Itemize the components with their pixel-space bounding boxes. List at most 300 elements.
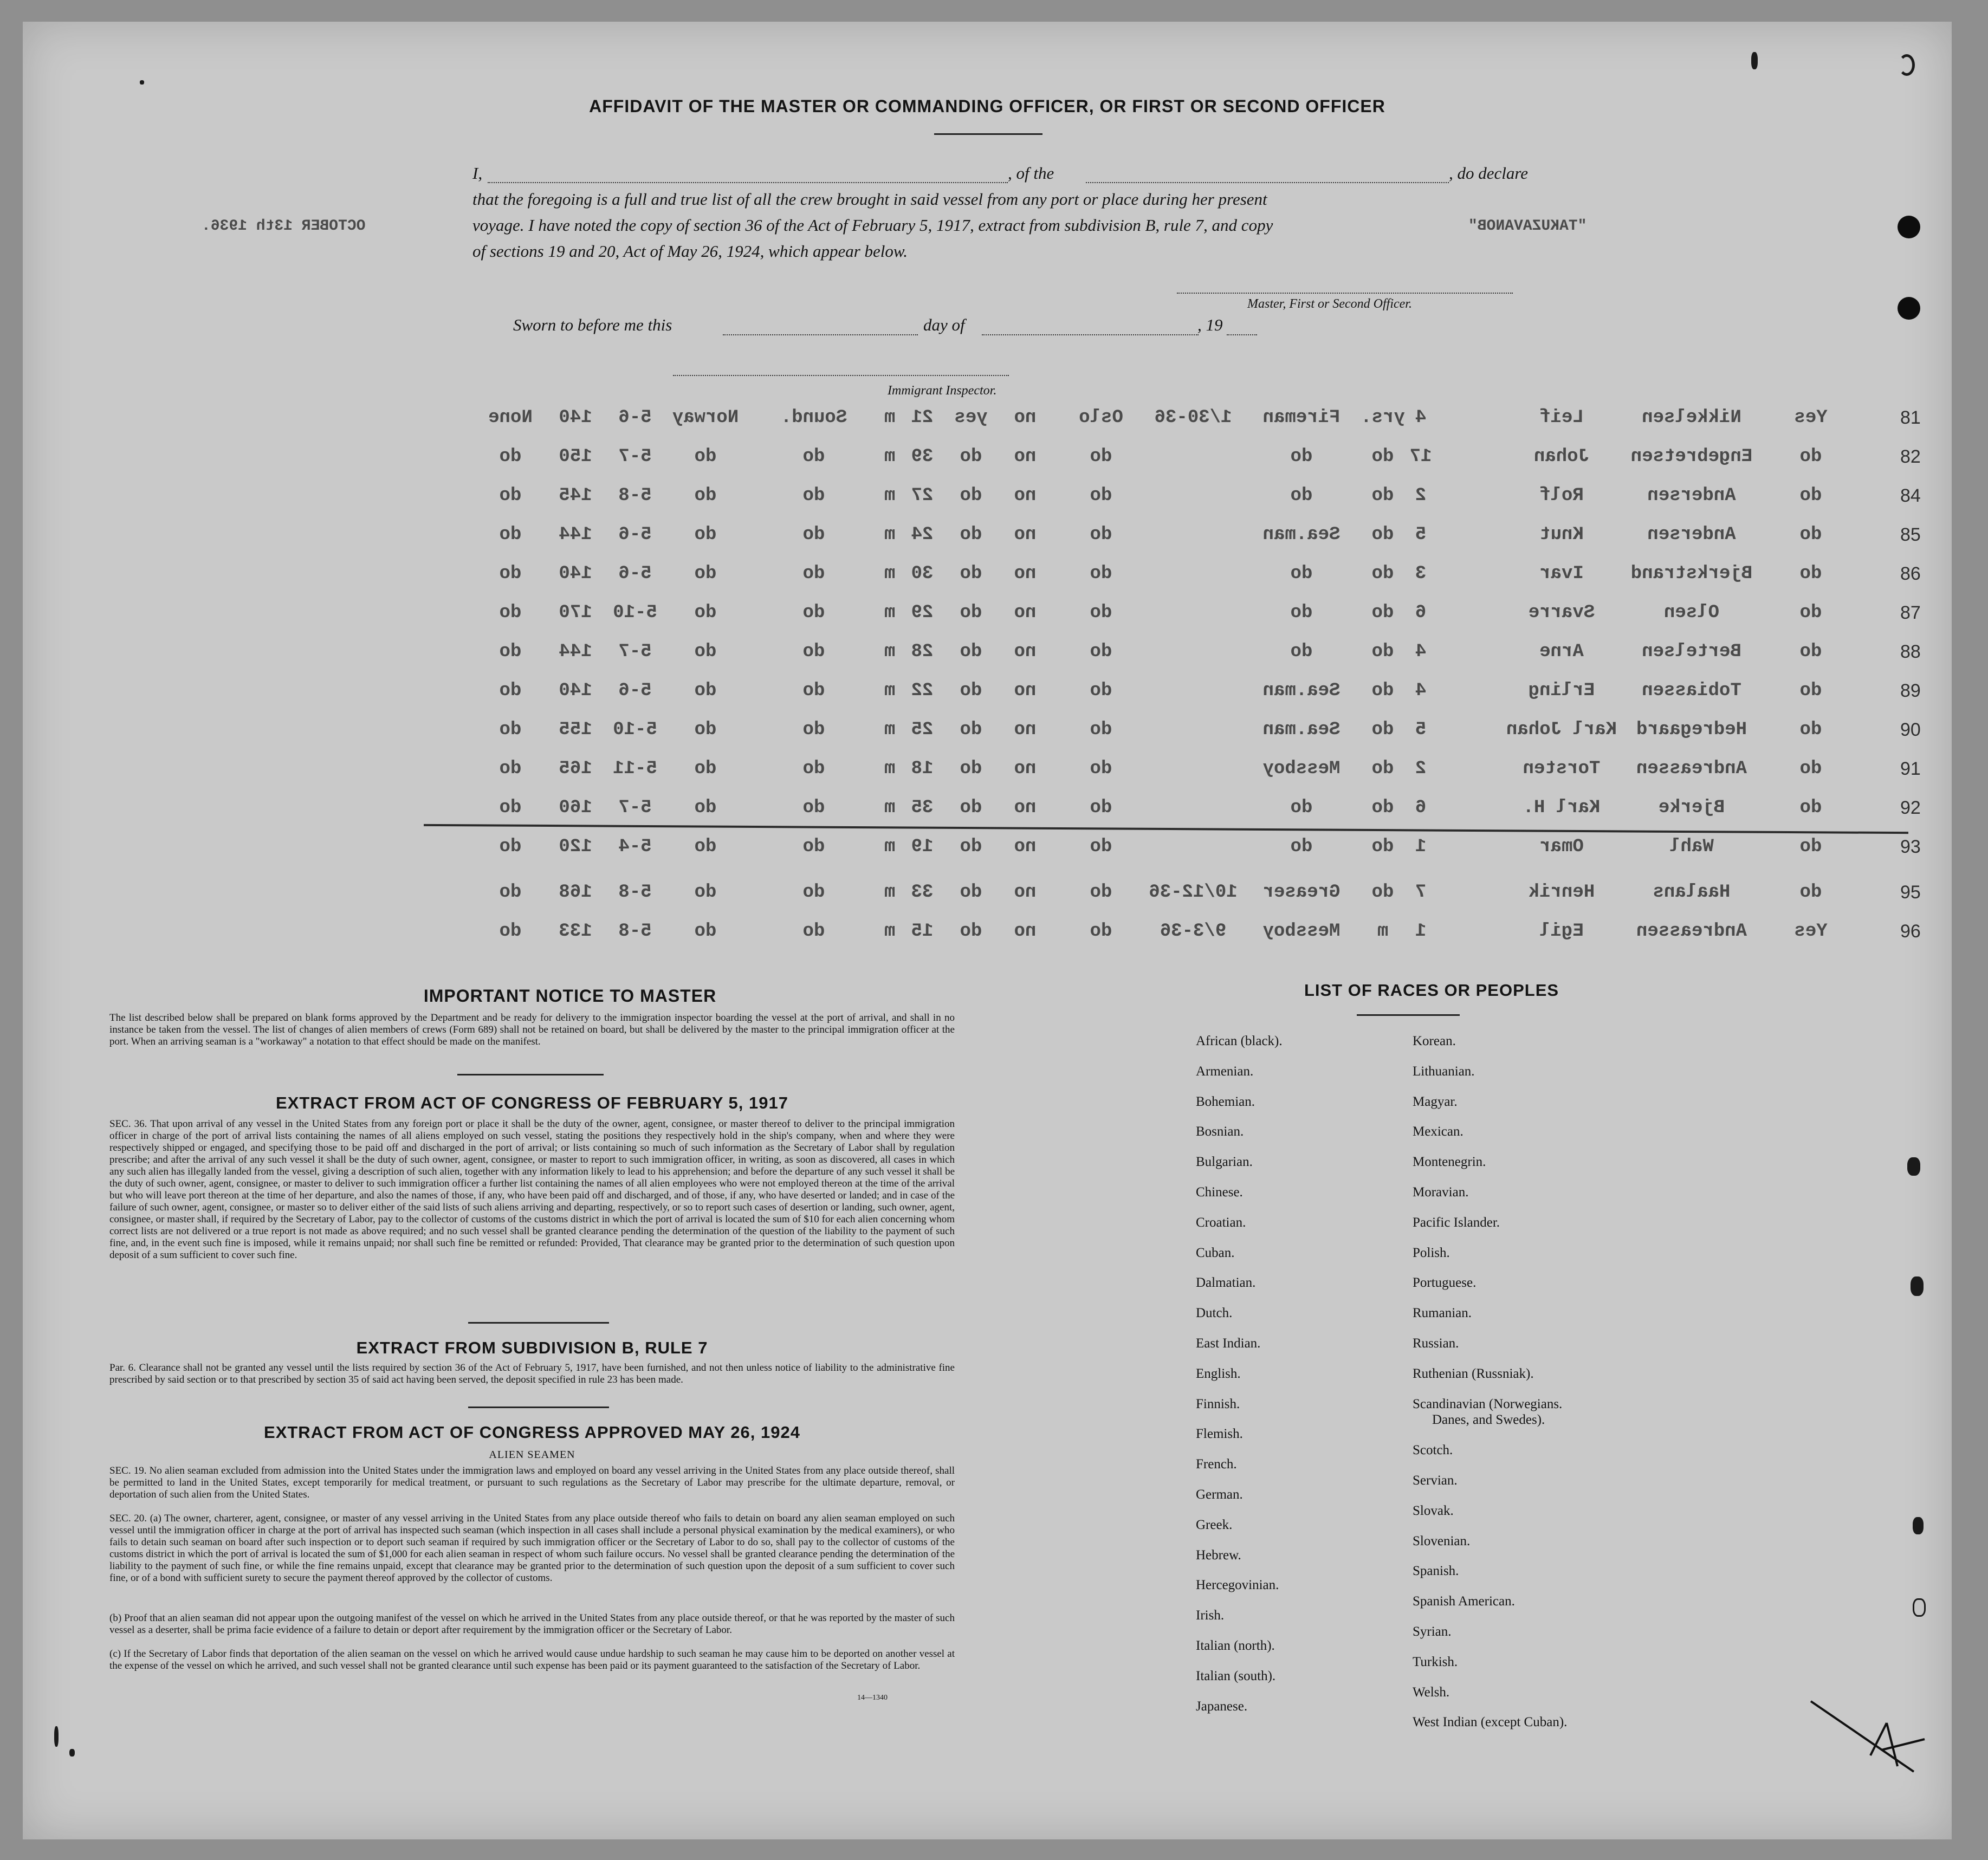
crew-cell: no xyxy=(1014,602,1037,623)
crew-cell: do xyxy=(694,681,717,701)
crew-cell: 5-6 xyxy=(618,681,652,701)
sworn-year: , 19 xyxy=(1197,315,1223,334)
punch-hole xyxy=(1898,297,1920,320)
ink-speck xyxy=(69,1749,75,1757)
crew-cell: 9/3-36 xyxy=(1160,921,1227,942)
crew-cell: 19 xyxy=(911,837,934,857)
declaration-of-the: , of the xyxy=(1008,164,1054,183)
crew-cell: do xyxy=(499,446,522,467)
inspector-label: Immigrant Inspector. xyxy=(888,384,997,398)
race-item: Flemish. xyxy=(1196,1427,1243,1442)
crew-cell: Andreassen xyxy=(1636,759,1747,779)
declaration-line-2: that the foregoing is a full and true list of all the crew brought in said vessel from any port or place during her present xyxy=(472,190,1267,209)
crew-cell: 3 xyxy=(1415,563,1427,584)
crew-cell: do xyxy=(694,446,717,467)
crew-cell: do xyxy=(1371,446,1394,467)
crew-cell: do xyxy=(960,681,982,701)
race-item: French. xyxy=(1196,1457,1237,1472)
crew-cell: do xyxy=(694,921,717,942)
crew-cell: do xyxy=(694,720,717,740)
crew-cell: Andersen xyxy=(1647,524,1736,545)
crew-cell: 6 xyxy=(1415,798,1427,818)
crew-cell: Omar xyxy=(1539,837,1584,857)
crew-cell: do xyxy=(1371,759,1394,779)
crew-cell: do xyxy=(694,837,717,857)
crew-cell: 5-6 xyxy=(618,524,652,545)
crew-cell: do xyxy=(1290,563,1313,584)
crew-cell: 5-11 xyxy=(613,759,657,779)
crew-cell: Yes xyxy=(1794,921,1828,942)
crew-cell: do xyxy=(802,524,825,545)
divider xyxy=(457,1074,604,1075)
race-item: Syrian. xyxy=(1413,1624,1452,1639)
crew-cell: do xyxy=(1371,837,1394,857)
crew-cell: 155 xyxy=(559,720,592,740)
crew-cell: m xyxy=(1377,921,1389,942)
crew-cell: do xyxy=(1090,798,1112,818)
crew-cell: Sea.man xyxy=(1262,720,1341,740)
row-number: 87 xyxy=(1900,602,1921,623)
crew-cell: no xyxy=(1014,882,1037,903)
ring-mark xyxy=(1899,54,1915,76)
crew-cell: do xyxy=(1090,563,1112,584)
divider xyxy=(1357,1014,1460,1016)
crew-cell: Ivar xyxy=(1539,563,1584,584)
crew-cell: 2 xyxy=(1415,759,1427,779)
crew-cell: Bjerkstrand xyxy=(1630,563,1753,584)
race-item: Danes, and Swedes). xyxy=(1432,1412,1545,1428)
crew-cell: Hedregaard xyxy=(1636,720,1747,740)
crew-cell: 5-7 xyxy=(618,641,652,662)
race-item: Montenegrin. xyxy=(1413,1155,1486,1170)
race-item: Armenian. xyxy=(1196,1064,1254,1079)
crew-cell: no xyxy=(1014,641,1037,662)
crew-cell: do xyxy=(1371,524,1394,545)
crew-cell: do xyxy=(499,524,522,545)
race-item: Hebrew. xyxy=(1196,1547,1241,1563)
crew-cell: Johan xyxy=(1533,446,1590,467)
crew-cell: 5-8 xyxy=(618,485,652,506)
crew-cell: no xyxy=(1014,524,1037,545)
race-item: Italian (north). xyxy=(1196,1638,1275,1653)
crew-cell: do xyxy=(1290,641,1313,662)
crew-cell: 1 xyxy=(1415,837,1427,857)
crew-cell: Greaser xyxy=(1262,882,1341,903)
crew-cell: do xyxy=(499,798,522,818)
crew-cell: do xyxy=(1090,681,1112,701)
race-item: Pacific Islander. xyxy=(1413,1215,1500,1230)
race-item: Slovak. xyxy=(1413,1503,1454,1518)
crew-cell: Rolf xyxy=(1539,485,1584,506)
bleed-vessel: "TAKUZAVANOB" xyxy=(1468,218,1587,235)
crew-cell: do xyxy=(1799,759,1822,779)
crew-cell: do xyxy=(1371,720,1394,740)
crew-cell: Bjerke xyxy=(1658,798,1725,818)
crew-cell: do xyxy=(960,921,982,942)
crew-cell: do xyxy=(499,921,522,942)
declaration-i: I, xyxy=(472,164,483,183)
crew-cell: do xyxy=(802,882,825,903)
crew-cell: do xyxy=(960,485,982,506)
crew-cell: do xyxy=(960,563,982,584)
crew-cell: 5-7 xyxy=(618,798,652,818)
crew-cell: do xyxy=(1799,837,1822,857)
crew-cell: 28 xyxy=(911,641,934,662)
manifest-page xyxy=(23,22,1952,1839)
crew-cell: 1 xyxy=(1415,921,1427,942)
crew-cell: 144 xyxy=(559,524,592,545)
crew-table-bleed xyxy=(23,22,1952,986)
race-item: Greek. xyxy=(1196,1517,1233,1532)
crew-cell: no xyxy=(1014,921,1037,942)
sec20a-text: SEC. 20. (a) The owner, charterer, agent, consignee, or master of any vessel arriving in the United States from any place outside thereof who fails to detain on board any alien seaman employed on such vessel until the immigration officer in charge at the port of arrival has inspected such seaman (which inspection in all cases shall include a personal physical examination by the medical examiners), or who fails to detain such seaman on board after such inspection or to deport such seaman if required by such immigration officer or the Secretary of Labor to do so, shall pay to the collector of customs of the customs district in which the port of arrival is located the sum of $1,000 for each alien seaman in respect of whom such failure occurs. No vessel shall be granted clearance pending the determination of the liability to the payment of such fine, or while the fine remains unpaid, except that clearance may be granted prior to the determination of such question upon the deposit of a sum sufficient to cover such fine, or of a bond with sufficient surety to secure the payment thereof approved by the collector of customs. xyxy=(109,1513,955,1584)
crew-cell: do xyxy=(1090,759,1112,779)
crew-cell: Svarre xyxy=(1528,602,1595,623)
race-item: Korean. xyxy=(1413,1034,1456,1048)
crew-cell: Messboy xyxy=(1262,921,1341,942)
affidavit-title: AFFIDAVIT OF THE MASTER OR COMMANDING OFFICER, OR FIRST OR SECOND OFFICER xyxy=(589,96,1385,116)
crew-cell: 39 xyxy=(911,446,934,467)
crew-cell: m xyxy=(884,882,896,903)
crew-cell: 5 xyxy=(1415,720,1427,740)
race-item: Scandinavian (Norwegians. xyxy=(1413,1396,1563,1411)
crew-cell: 4 xyxy=(1415,641,1427,662)
row-number: 86 xyxy=(1900,563,1921,584)
race-item: Irish. xyxy=(1196,1608,1225,1623)
crew-cell: do xyxy=(694,485,717,506)
crew-cell: do xyxy=(802,641,825,662)
crew-cell: do xyxy=(802,720,825,740)
crew-cell: 15 xyxy=(911,921,934,942)
crew-cell: 144 xyxy=(559,641,592,662)
crew-cell: 22 xyxy=(911,681,934,701)
crew-cell: no xyxy=(1014,485,1037,506)
row-number: 91 xyxy=(1900,759,1921,779)
crew-cell: do xyxy=(1371,798,1394,818)
sworn-day-of: day of xyxy=(923,315,965,334)
crew-cell: no xyxy=(1014,563,1037,584)
crew-cell: m xyxy=(884,485,896,506)
row-number: 93 xyxy=(1900,837,1921,857)
race-item: Dalmatian. xyxy=(1196,1275,1256,1291)
race-item: Scotch. xyxy=(1413,1443,1453,1458)
check-mark xyxy=(1805,1690,1935,1777)
row-number: 81 xyxy=(1900,407,1921,428)
crew-cell: do xyxy=(499,641,522,662)
crew-cell: Wahl xyxy=(1669,837,1714,857)
crew-cell: do xyxy=(1371,641,1394,662)
race-item: Rumanian. xyxy=(1413,1306,1472,1321)
crew-cell: m xyxy=(884,720,896,740)
crew-cell: do xyxy=(960,837,982,857)
crew-cell: 18 xyxy=(911,759,934,779)
crew-cell: m xyxy=(884,524,896,545)
crew-cell: Andreassen xyxy=(1636,921,1747,942)
crew-cell: do xyxy=(1799,720,1822,740)
crew-cell: yrs. xyxy=(1361,407,1405,428)
crew-cell: do xyxy=(1799,524,1822,545)
crew-cell: do xyxy=(1799,641,1822,662)
crew-cell: Andersen xyxy=(1647,485,1736,506)
crew-cell: m xyxy=(884,759,896,779)
crew-cell: no xyxy=(1014,720,1037,740)
crew-cell: do xyxy=(802,485,825,506)
race-item: Mexican. xyxy=(1413,1124,1464,1139)
row-number: 82 xyxy=(1900,446,1921,467)
crew-cell: do xyxy=(960,759,982,779)
bleed-date: OCTOBER 13th 1936. xyxy=(202,218,366,235)
crew-cell: do xyxy=(694,641,717,662)
row-number: 84 xyxy=(1900,485,1921,506)
crew-cell: do xyxy=(1090,446,1112,467)
sworn-text: Sworn to before me this xyxy=(513,315,672,334)
crew-cell: 10/12-36 xyxy=(1149,882,1238,903)
crew-cell: 25 xyxy=(911,720,934,740)
race-item: Turkish. xyxy=(1413,1654,1458,1669)
crew-cell: 21 xyxy=(911,407,934,428)
crew-cell: do xyxy=(960,798,982,818)
crew-cell: 168 xyxy=(559,882,592,903)
race-item: West Indian (except Cuban). xyxy=(1413,1715,1568,1730)
sec20c-text: (c) If the Secretary of Labor finds that deportation of the alien seaman on the vessel on which he arrived would cause undue hardship to such seaman he may cause him to be deported on another vessel at the expense of the vessel on which he arrived, and such vessel shall not be granted clearance until such expense has been paid or its payment guaranteed to the satisfaction of the Secretary of Labor. xyxy=(109,1648,955,1671)
crew-cell: do xyxy=(1799,446,1822,467)
crew-cell: m xyxy=(884,602,896,623)
crew-cell: m xyxy=(884,446,896,467)
crew-cell: 30 xyxy=(911,563,934,584)
race-item: Finnish. xyxy=(1196,1396,1240,1411)
crew-cell: 6 xyxy=(1415,602,1427,623)
crew-cell: do xyxy=(960,446,982,467)
race-item: Italian (south). xyxy=(1196,1668,1276,1683)
crew-cell: 140 xyxy=(559,681,592,701)
divider xyxy=(468,1407,609,1408)
crew-cell: do xyxy=(1090,641,1112,662)
declaration-declare: , do declare xyxy=(1449,164,1529,183)
crew-cell: Karl H. xyxy=(1523,798,1601,818)
crew-cell: Sound. xyxy=(780,407,847,428)
crew-cell: do xyxy=(499,681,522,701)
crew-cell: m xyxy=(884,837,896,857)
crew-cell: 27 xyxy=(911,485,934,506)
crew-cell: do xyxy=(802,837,825,857)
crew-cell: do xyxy=(1290,798,1313,818)
sec19-text: SEC. 19. No alien seaman excluded from admission into the United States under the immigration laws and employed on board any vessel arriving in the United States from any place outside thereof, shall be permitted to land in the United States, except temporarily for medical treatment, or pursuant to such regulations as the Secretary of Labor may prescribe for the ultimate departure, removal, or deportation of such alien from the United States. xyxy=(109,1465,955,1500)
crew-cell: do xyxy=(1090,882,1112,903)
ring-mark xyxy=(1907,1157,1920,1176)
crew-cell: do xyxy=(960,882,982,903)
crew-cell: do xyxy=(1371,563,1394,584)
rule7-title: EXTRACT FROM SUBDIVISION B, RULE 7 xyxy=(356,1338,708,1357)
race-item: Polish. xyxy=(1413,1245,1450,1260)
row-number: 89 xyxy=(1900,681,1921,701)
race-item: Japanese. xyxy=(1196,1699,1248,1714)
extract-1924-title: EXTRACT FROM ACT OF CONGRESS APPROVED MAY 26, 1924 xyxy=(264,1423,800,1442)
crew-cell: do xyxy=(960,524,982,545)
notice-title: IMPORTANT NOTICE TO MASTER xyxy=(423,986,717,1006)
race-item: Russian. xyxy=(1413,1336,1459,1351)
crew-cell: 4 xyxy=(1415,681,1427,701)
crew-cell: 5-8 xyxy=(618,882,652,903)
crew-cell: 2 xyxy=(1415,485,1427,506)
crew-cell: 133 xyxy=(559,921,592,942)
crew-cell: m xyxy=(884,641,896,662)
crew-cell: Nikkelsen xyxy=(1642,407,1741,428)
crew-cell: Knut xyxy=(1539,524,1584,545)
crew-cell: 165 xyxy=(559,759,592,779)
row-number: 90 xyxy=(1900,720,1921,740)
race-item: Dutch. xyxy=(1196,1306,1233,1321)
crew-cell: no xyxy=(1014,407,1037,428)
crew-cell: do xyxy=(1371,602,1394,623)
race-item: Lithuanian. xyxy=(1413,1064,1475,1079)
ink-speck xyxy=(140,80,144,85)
form-number: 14—1340 xyxy=(857,1694,888,1702)
crew-cell: do xyxy=(1290,837,1313,857)
race-item: Chinese. xyxy=(1196,1185,1243,1200)
crew-cell: do xyxy=(499,882,522,903)
crew-cell: Leif xyxy=(1539,407,1584,428)
crew-cell: do xyxy=(1799,602,1822,623)
crew-cell: do xyxy=(802,759,825,779)
crew-cell: m xyxy=(884,407,896,428)
crew-cell: 4 xyxy=(1415,407,1427,428)
crew-cell: 29 xyxy=(911,602,934,623)
crew-cell: 5-6 xyxy=(618,563,652,584)
race-item: Spanish. xyxy=(1413,1564,1459,1579)
crew-cell: 5-8 xyxy=(618,921,652,942)
race-item: Bulgarian. xyxy=(1196,1155,1253,1170)
race-item: Hercegovinian. xyxy=(1196,1578,1279,1593)
crew-cell: do xyxy=(1290,446,1313,467)
crew-cell: None xyxy=(488,407,533,428)
divider xyxy=(468,1322,609,1324)
crew-cell: do xyxy=(802,921,825,942)
race-item: Welsh. xyxy=(1413,1684,1450,1700)
crew-cell: Haalans xyxy=(1653,882,1731,903)
crew-cell: do xyxy=(499,720,522,740)
crew-cell: Erling xyxy=(1528,681,1595,701)
crew-cell: Oslo xyxy=(1079,407,1123,428)
row-number: 96 xyxy=(1900,921,1921,942)
crew-cell: no xyxy=(1014,759,1037,779)
crew-cell: Norway xyxy=(672,407,739,428)
crew-cell: do xyxy=(802,681,825,701)
crew-cell: 7 xyxy=(1415,882,1427,903)
punch-hole xyxy=(1898,216,1920,238)
race-item: Spanish American. xyxy=(1413,1594,1515,1609)
crew-cell: Torsten xyxy=(1523,759,1601,779)
crew-cell: do xyxy=(1799,798,1822,818)
crew-cell: Karl Johan xyxy=(1506,720,1617,740)
crew-cell: do xyxy=(1799,681,1822,701)
crew-cell: do xyxy=(1090,524,1112,545)
crew-cell: 5-4 xyxy=(618,837,652,857)
crew-cell: 150 xyxy=(559,446,592,467)
row-number: 85 xyxy=(1900,524,1921,545)
crew-cell: 145 xyxy=(559,485,592,506)
crew-cell: Olsen xyxy=(1663,602,1720,623)
crew-cell: do xyxy=(1371,882,1394,903)
crew-cell: Sea.man xyxy=(1262,681,1341,701)
declaration-line-3: voyage. I have noted the copy of section 36 of the Act of February 5, 1917, extract from subdivision B, rule 7, and copy xyxy=(472,216,1273,235)
master-label: Master, First or Second Officer. xyxy=(1247,297,1412,311)
ring-mark xyxy=(1911,1276,1924,1296)
crew-cell: do xyxy=(1090,921,1112,942)
notice-text: The list described below shall be prepared on blank forms approved by the Department and be ready for delivery to the immigration inspector boarding the vessel at the port of arrival, and shall in no instance be taken from the vessel. The list of changes of alien members of crews (Form 689) shall not be retained on board, but shall be delivered by the master to the principal immigration officer at the port. When an arriving seaman is a "workaway" a notation to that effect should be made on the manifest. xyxy=(109,1012,955,1047)
crew-cell: do xyxy=(1090,720,1112,740)
crew-cell: do xyxy=(694,882,717,903)
crew-cell: m xyxy=(884,681,896,701)
crew-cell: do xyxy=(499,563,522,584)
crew-cell: m xyxy=(884,921,896,942)
race-item: Servian. xyxy=(1413,1473,1458,1488)
crew-cell: 1/30-36 xyxy=(1154,407,1232,428)
crew-cell: 5-7 xyxy=(618,446,652,467)
crew-cell: do xyxy=(499,837,522,857)
row-number: 92 xyxy=(1900,798,1921,818)
rule7-text: Par. 6. Clearance shall not be granted any vessel until the lists required by section 36 of the Act of February 5, 1917, have been furnished, and not then unless notice of liability to the administrative fine prescribed by said section or to that prescribed by section 35 of said act having been served, the deposit specified in rule 23 has been made. xyxy=(109,1362,955,1385)
crew-cell: Fireman xyxy=(1262,407,1341,428)
crew-cell: do xyxy=(802,563,825,584)
declaration-line-4: of sections 19 and 20, Act of May 26, 1924, which appear below. xyxy=(472,242,908,261)
crew-cell: do xyxy=(1090,602,1112,623)
race-item: Portuguese. xyxy=(1413,1275,1477,1291)
crew-cell: 33 xyxy=(911,882,934,903)
crew-cell: 5-10 xyxy=(613,720,657,740)
race-item: Bosnian. xyxy=(1196,1124,1244,1139)
crew-cell: 140 xyxy=(559,407,592,428)
crew-cell: 160 xyxy=(559,798,592,818)
crew-cell: 120 xyxy=(559,837,592,857)
crew-cell: do xyxy=(1290,485,1313,506)
crew-cell: do xyxy=(694,563,717,584)
crew-cell: do xyxy=(694,602,717,623)
crew-cell: do xyxy=(802,798,825,818)
crew-cell: 170 xyxy=(559,602,592,623)
ink-speck xyxy=(1751,52,1758,69)
extract-1917-text: SEC. 36. That upon arrival of any vessel in the United States from any foreign port or place it shall be the duty of the owner, agent, consignee, or master thereof to deliver to the principal immigration officer in charge of the port of arrival lists containing the names of all aliens employed on such vessel, stating the positions they respectively hold in the ship's company, when and where they were respectively shipped or engaged, and specifying those to be paid off and discharged in the port of arrival; or lists containing so much of such information as the Secretary of Labor shall by regulation prescribe; and after the arrival of any such vessel it shall be the duty of such owner, agent, consignee, or master to report to such immigration officer, in writing, as soon as discovered, all cases in which any such alien has illegally landed from the vessel, giving a description of such alien, together with any information likely to lead to his apprehension; and before the departure of any such vessel it shall be the duty of such owner, agent, consignee, or master to deliver to such immigration officer a further list containing the names of all alien employees who were not employed thereon at the time of the arrival but who will leave port thereon at the time of her departure, and also the names of those, if any, who have been paid off and discharged, and of those, if any, who have deserted or landed; and in case of the failure of such owner, agent, consignee, or master so to deliver either of the said lists of such aliens arriving and departing, respectively, or so to report such cases of desertion or landing, such owner, agent, consignee, or master shall, if required by the Secretary of Labor, pay to the collector of customs of the customs district in which the port of arrival is located the sum of $10 for each alien concerning whom correct lists are not delivered or a true report is not made as above required; and no such vessel shall be granted clearance pending the determination of the question of the liability to the payment of such fine, and, in the event such fine is imposed, while it remains unpaid; nor shall such fine be remitted or refunded: Provided, That clearance may be granted prior to the determination of such question upon deposit of a sum sufficient to cover such fine. xyxy=(109,1118,955,1261)
race-item: Cuban. xyxy=(1196,1245,1235,1260)
crew-cell: do xyxy=(499,485,522,506)
crew-cell: Egil xyxy=(1539,921,1584,942)
crew-cell: do xyxy=(1290,602,1313,623)
crew-cell: do xyxy=(802,446,825,467)
crew-cell: do xyxy=(1799,485,1822,506)
crew-cell: do xyxy=(960,720,982,740)
crew-cell: do xyxy=(499,759,522,779)
crew-cell: m xyxy=(884,798,896,818)
crew-cell: do xyxy=(694,798,717,818)
race-item: East Indian. xyxy=(1196,1336,1261,1351)
ink-speck xyxy=(54,1726,59,1747)
crew-cell: no xyxy=(1014,446,1037,467)
crew-cell: Henrik xyxy=(1528,882,1595,903)
crew-cell: Tobiassen xyxy=(1642,681,1741,701)
crew-cell: Arne xyxy=(1539,641,1584,662)
crew-cell: 5-6 xyxy=(618,407,652,428)
sec20b-text: (b) Proof that an alien seaman did not appear upon the outgoing manifest of the vessel on which he arrived in the United States from any place outside thereof, or that he was reported by the master of such vessel as a deserter, shall be prima facie evidence of a failure to detain or deport after requirement by the immigration officer or the Secretary of Labor. xyxy=(109,1612,955,1636)
row-number: 88 xyxy=(1900,641,1921,662)
crew-cell: no xyxy=(1014,837,1037,857)
crew-cell: Engebretsen xyxy=(1630,446,1753,467)
crew-cell: do xyxy=(1799,563,1822,584)
race-item: Slovenian. xyxy=(1413,1533,1471,1548)
crew-cell: do xyxy=(960,602,982,623)
race-item: Croatian. xyxy=(1196,1215,1246,1230)
crew-cell: do xyxy=(694,524,717,545)
race-item: Bohemian. xyxy=(1196,1094,1255,1109)
race-item: English. xyxy=(1196,1366,1241,1381)
